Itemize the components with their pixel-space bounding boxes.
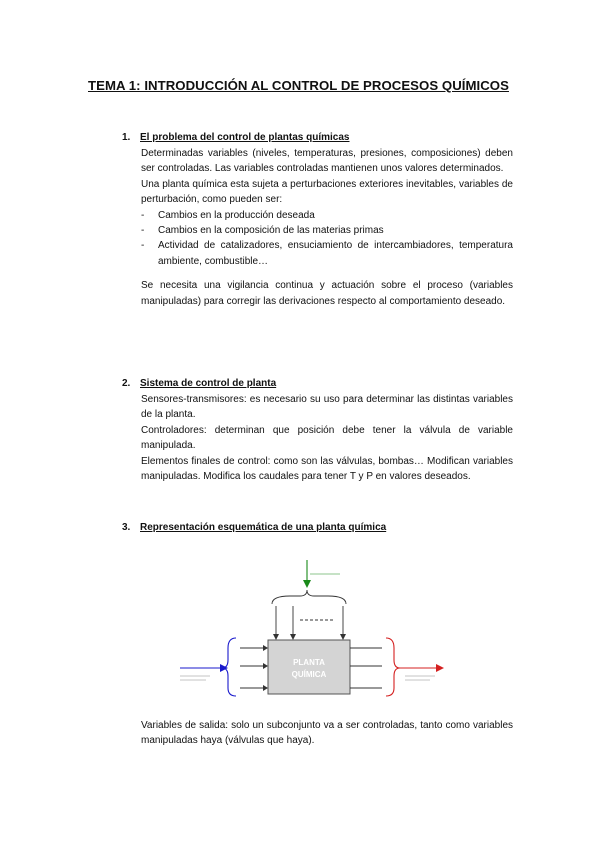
page-title: TEMA 1: INTRODUCCIÓN AL CONTROL DE PROCESOS QUÍMICOS: [88, 78, 509, 93]
plant-box-label-2: QUÍMICA: [291, 670, 327, 679]
section-2-paragraph-1: Sensores-transmisores: es necesario su uso para determinar las distintas variables de la planta.: [141, 394, 513, 421]
input-variables: [180, 638, 264, 696]
section-1-body: [141, 146, 513, 309]
section-1-paragraph-3: Se necesita una vigilancia continua y actuación sobre el proceso (variables manipuladas) para corregir las derivaciones respecto al comportamiento deseado.: [141, 280, 513, 307]
section-3-heading: [122, 522, 386, 533]
output-variables: [350, 638, 444, 696]
section-2-title: Sistema de control de planta: [140, 378, 277, 389]
perturbation-list: [141, 208, 513, 270]
section-3-body: [141, 718, 513, 749]
section-3-number: 3.: [122, 522, 131, 533]
list-item: - Cambios en la producción deseada: [141, 209, 315, 221]
section-2-paragraph-3: Elementos finales de control: como son las válvulas, bombas… Modifican variables manipuladas. Modifica los caudales para tener T y P en valores deseados.: [141, 455, 513, 483]
section-2-heading: [122, 378, 276, 389]
section-1-paragraph-1: Determinadas variables (niveles, temperaturas, presiones, composiciones) deben ser controladas. Las variables controladas mantienen unos valores determinados.: [141, 148, 513, 175]
section-2-body: [141, 392, 513, 484]
list-item: - Cambios en la composición de las materias primas: [141, 225, 384, 237]
section-1-heading: [122, 132, 350, 143]
section-2-paragraph-2: Controladores: determinan que posición debe tener la válvula de variable manipulada.: [141, 424, 513, 452]
section-1-title: El problema del control de plantas químicas: [140, 132, 350, 143]
list-item: - Actividad de catalizadores, ensuciamiento de intercambiadores, temperatura ambiente, combustible…: [141, 240, 513, 267]
plant-schematic-diagram: [160, 548, 460, 708]
section-3-closing-paragraph: Variables de salida: solo un subconjunto va a ser controladas, tanto como variables manipuladas haya (válvulas que haya).: [141, 720, 513, 747]
input-arrowheads: [263, 645, 268, 691]
plant-box-label-1: PLANTA: [293, 658, 325, 667]
section-2-number: 2.: [122, 378, 131, 389]
perturbation-brace: [272, 590, 346, 604]
disturbance-inputs: [273, 606, 346, 640]
section-1-paragraph-2: Una planta química esta sujeta a perturbaciones exteriores inevitables, variables de perturbación, como pueden ser:: [141, 178, 513, 206]
section-3-title: Representación esquemática de una planta química: [140, 522, 387, 533]
section-1-number: 1.: [122, 132, 131, 143]
plant-box: [268, 640, 350, 694]
perturbation-arrow: [303, 560, 340, 588]
